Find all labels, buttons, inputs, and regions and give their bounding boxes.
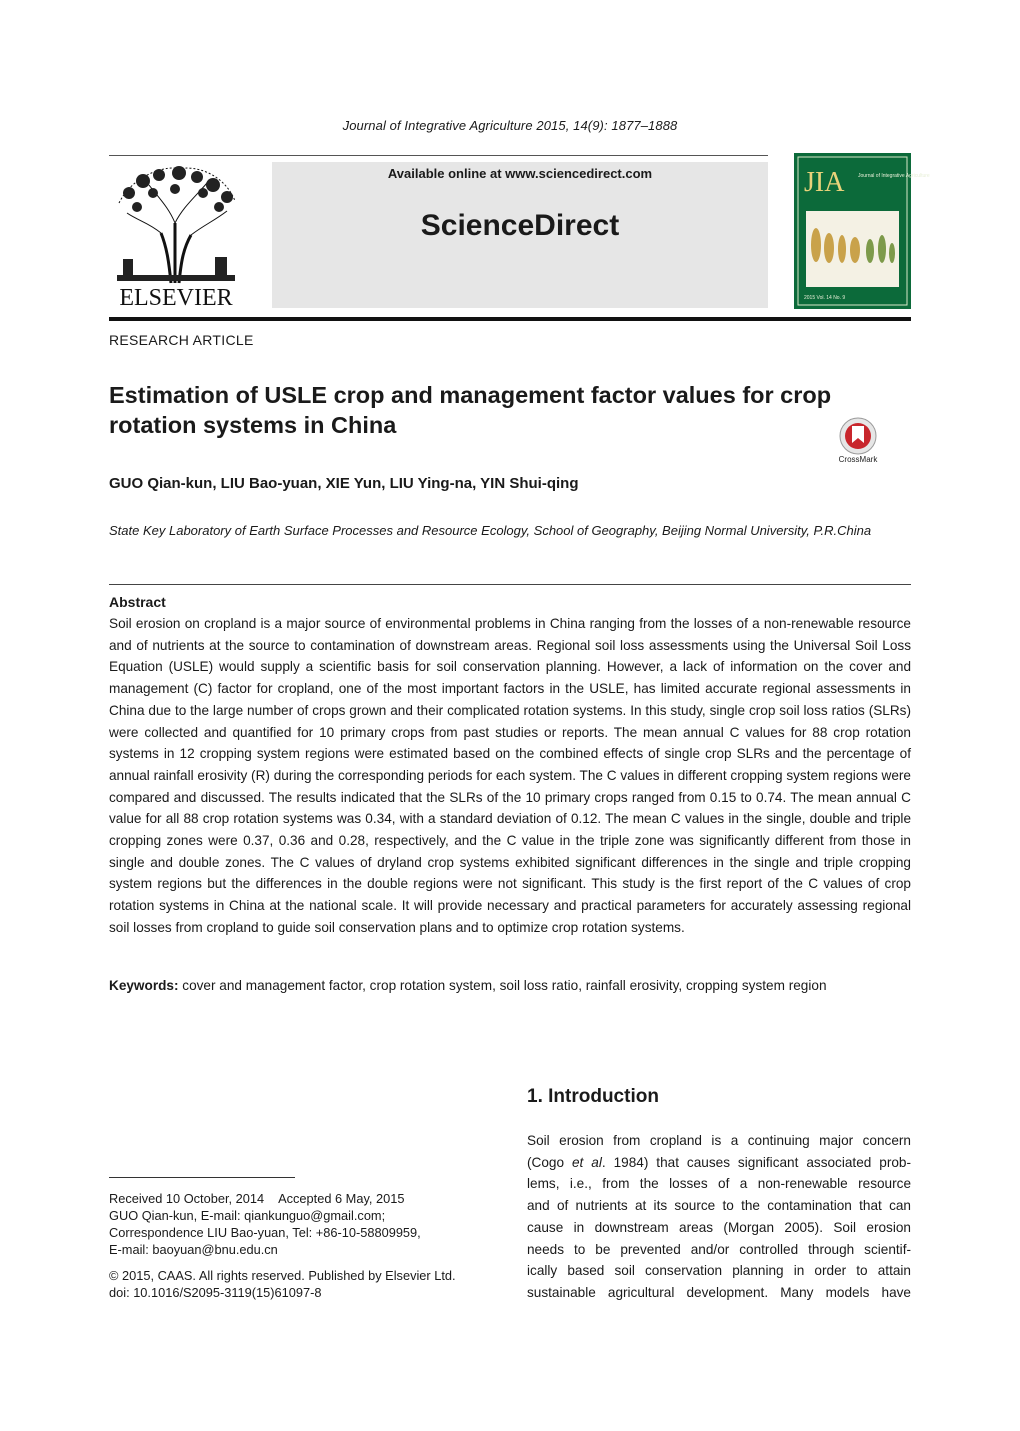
correspondence-email[interactable]: E-mail: baoyuan@bnu.edu.cn bbox=[109, 1242, 278, 1257]
footnote-rule bbox=[109, 1177, 295, 1178]
svg-text:2015 Vol. 14 No. 9: 2015 Vol. 14 No. 9 bbox=[804, 295, 846, 301]
elsevier-tree-icon bbox=[109, 163, 243, 309]
available-online-text[interactable]: Available online at www.sciencedirect.com bbox=[387, 166, 653, 181]
affiliation: State Key Laboratory of Earth Surface Processes and Resource Ecology, School of Geography, Beijing Normal University, P.R.China bbox=[109, 523, 872, 538]
article-title: Estimation of USLE crop and management factor values for crop rotation systems in China bbox=[109, 382, 832, 438]
received-date: Received 10 October, 2014 bbox=[109, 1191, 265, 1206]
abstract-heading: Abstract bbox=[109, 594, 166, 610]
abstract-text: Soil erosion on cropland is a major source of environmental problems in China ranging from the losses of a non-renewable resource and of nutrients at the source to contamination of downstream areas. Regional soil loss assessments using the Universal Soil Loss Equation (USLE) would supply a scientific basis for soil conservation planning. However, a lack of information on the cover and management (C) factor for cropland, one of the most important factors in the USLE, has limited accurate regional assessments in China due to the large number of crops grown and their complicated rotation systems. In this study, single crop soil loss ratios (SLRs) were collected and quantified for 10 primary crops from past studies or reports. The mean annual C values for 88 crop rotation systems in 12 cropping system regions were estimated based on the combined effects of single crop SLRs and the percentage of annual rainfall erosivity (R) during the corresponding periods for each system. The C values in different cropping system regions were compared and discussed. The results indicated that the SLRs of the 10 primary crops ranged from 0.15 to 0.74. The mean annual C value for all 88 crop rotation systems was 0.34, with a standard deviation of 0.12. The mean C values in the single, double and triple cropping zones were 0.37, 0.36 and 0.28, respectively, and the C value in the triple zone was significantly different from those in single and double zones. The C values of dryland crop systems exhibited significant differences in the single and triple cropping system regions but the differences in the double regions were not significant. This study is the first report of the C values of crop rotation systems in China at the national scale. It will provide necessary and practical parameters for accurately assessing regional soil losses from cropland to guide soil conservation plans and to optimize crop rotation systems. bbox=[109, 616, 911, 935]
cover-art bbox=[794, 153, 930, 309]
elsevier-logo[interactable] bbox=[109, 163, 243, 309]
footnote-dates bbox=[109, 1190, 509, 1207]
intro-line: lems, i.e., from the losses of a non-renewable resource bbox=[527, 1176, 911, 1192]
correspondence-note: Correspondence LIU Bao-yuan, Tel: +86-10-58809959, bbox=[109, 1225, 421, 1240]
svg-text:CrossMark: CrossMark bbox=[838, 455, 878, 464]
header-top-rule bbox=[109, 155, 768, 156]
crossmark-badge[interactable] bbox=[835, 416, 881, 464]
keywords-text: cover and management factor, crop rotation system, soil loss ratio, rainfall erosivity, cropping system region bbox=[182, 978, 827, 993]
svg-text:Journal of Integrative Agricul: Journal of Integrative Agriculture bbox=[858, 173, 930, 179]
intro-line: ically based soil conservation planning in order to attain bbox=[527, 1263, 911, 1279]
author-email-note: GUO Qian-kun, E-mail: qiankunguo@gmail.com; bbox=[109, 1208, 386, 1223]
copyright-note: © 2015, CAAS. All rights reserved. Published by Elsevier Ltd. bbox=[109, 1268, 456, 1283]
introduction-text bbox=[527, 1130, 911, 1304]
journal-cover-thumbnail[interactable] bbox=[794, 153, 930, 309]
author-list: GUO Qian-kun, LIU Bao-yuan, XIE Yun, LIU Ying-na, YIN Shui-qing bbox=[109, 475, 579, 492]
intro-line: (Cogo et al. 1984) that causes significant associated prob- bbox=[527, 1154, 912, 1170]
svg-text:JIA: JIA bbox=[804, 167, 845, 198]
article-type-label: RESEARCH ARTICLE bbox=[109, 332, 254, 348]
intro-line: Soil erosion from cropland is a continuing major concern bbox=[527, 1133, 911, 1148]
keywords-label: Keywords: bbox=[109, 978, 179, 993]
intro-line: and of nutrients at its source to the contamination that can bbox=[527, 1198, 911, 1214]
doi-link[interactable]: doi: 10.1016/S2095-3119(15)61097-8 bbox=[109, 1285, 322, 1300]
abstract-top-rule bbox=[109, 584, 911, 585]
header-bottom-rule bbox=[109, 317, 911, 321]
introduction-heading: 1. Introduction bbox=[527, 1086, 659, 1107]
intro-line: cause in downstream areas (Morgan 2005). Soil erosion bbox=[527, 1219, 911, 1235]
crossmark-icon bbox=[835, 416, 881, 464]
sciencedirect-brand[interactable]: ScienceDirect bbox=[420, 209, 620, 242]
intro-line: needs to be prevented and/or controlled through scientif- bbox=[527, 1241, 911, 1257]
accepted-date: Accepted 6 May, 2015 bbox=[278, 1191, 405, 1206]
keywords bbox=[109, 976, 911, 996]
intro-line: sustainable agricultural development. Many models have bbox=[527, 1284, 911, 1300]
journal-citation: Journal of Integrative Agriculture 2015, 14(9): 1877–1888 bbox=[342, 118, 678, 133]
svg-text:ELSEVIER: ELSEVIER bbox=[119, 285, 233, 311]
